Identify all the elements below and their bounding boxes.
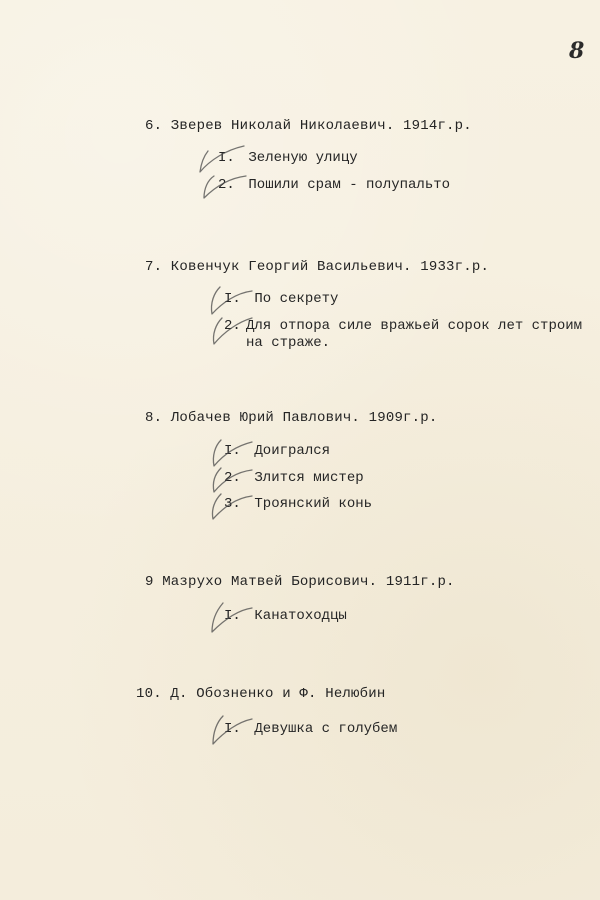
work-item <box>224 470 364 487</box>
work-item <box>224 291 338 308</box>
work-item-number: 2. <box>224 470 241 486</box>
work-item <box>224 608 347 625</box>
work-item-number: 2. <box>224 318 241 334</box>
work-item <box>224 496 372 513</box>
work-item-title: Канатоходцы <box>254 608 347 624</box>
work-item-number: 3. <box>224 496 241 512</box>
work-item-title: Троянский конь <box>254 496 373 512</box>
work-item <box>224 443 330 460</box>
work-item-number: I. <box>224 291 241 307</box>
entry-heading: 8. Лобачев Юрий Павлович. 1909г.р. <box>145 410 438 426</box>
work-item <box>224 318 586 352</box>
work-item-title: Зеленую улицу <box>248 150 358 166</box>
work-item-title: Девушка с голубем <box>254 721 398 737</box>
page-number: 8 <box>569 38 585 64</box>
work-item <box>218 150 358 167</box>
work-item-title: Для отпора силе вражьей сорок лет строим на страже. <box>246 318 583 351</box>
entry-heading: 10. Д. Обозненко и Ф. Нелюбин <box>136 686 386 702</box>
work-item-title: Доигрался <box>254 443 331 459</box>
work-item-title: Злится мистер <box>254 470 364 486</box>
work-item <box>218 177 450 194</box>
work-item-number: I. <box>224 721 241 737</box>
work-item <box>224 721 397 738</box>
entry-heading: 7. Ковенчук Георгий Васильевич. 1933г.р. <box>145 259 490 275</box>
work-item-title: Пошили срам - полупальто <box>248 177 451 193</box>
entry-heading: 6. Зверев Николай Николаевич. 1914г.р. <box>145 118 472 134</box>
entry-heading: 9 Мазрухо Матвей Борисович. 1911г.р. <box>145 574 455 590</box>
work-item-number: 2. <box>218 177 235 193</box>
work-item-title: По секрету <box>254 291 339 307</box>
work-item-number: I. <box>224 443 241 459</box>
work-item-number: I. <box>218 150 235 166</box>
work-item-number: I. <box>224 608 241 624</box>
